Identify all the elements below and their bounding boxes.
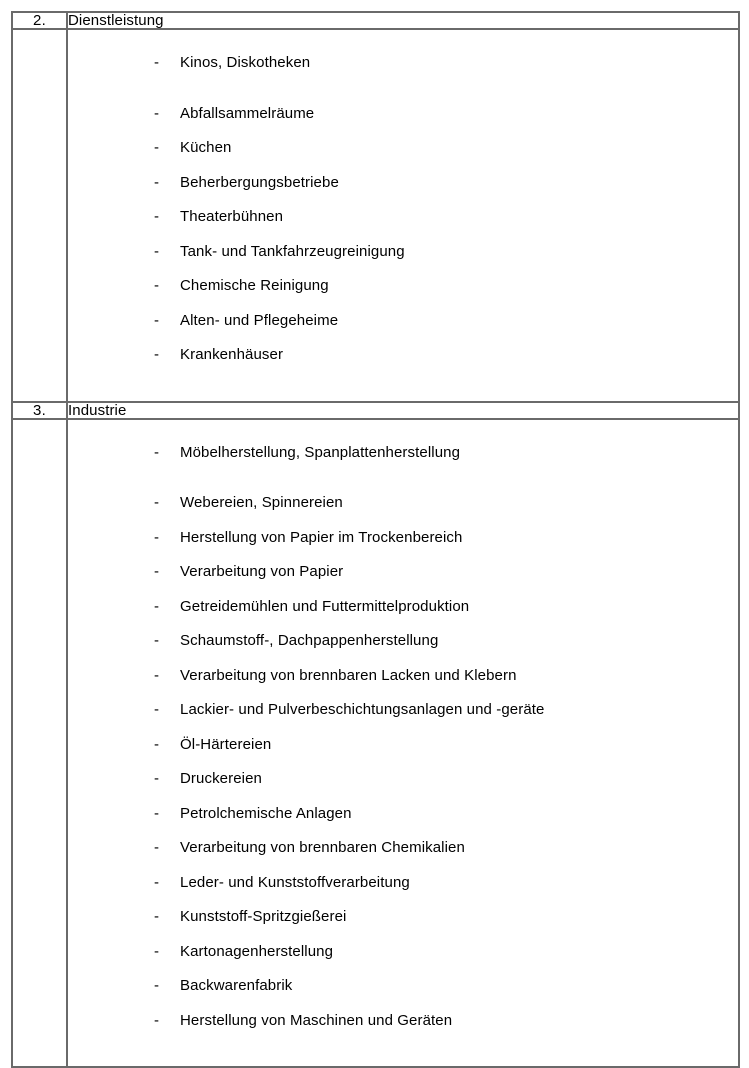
section-items	[67, 419, 739, 1068]
bullet-dash-marker: -	[154, 632, 160, 649]
bullet-dash-marker: -	[154, 528, 160, 546]
list-item	[68, 131, 738, 166]
list-item-label: Backwarenfabrik	[180, 977, 293, 994]
list-item	[68, 304, 738, 339]
section-number: 3.	[12, 402, 67, 419]
list-item-label: Verarbeitung von Papier	[180, 563, 344, 580]
list-item-label: Alten- und Pflegeheime	[180, 311, 339, 329]
list-item	[68, 935, 738, 970]
section-number-spacer	[12, 419, 67, 1068]
bullet-dash-marker: -	[154, 873, 160, 891]
list-item-label: Kunststoff-Spritzgießerei	[180, 908, 347, 925]
list-item	[68, 200, 738, 235]
bullet-dash-marker: -	[154, 908, 160, 925]
list-item-label: Theaterbühnen	[180, 208, 284, 225]
list-item	[68, 486, 738, 521]
bullet-dash-marker: -	[154, 104, 160, 122]
list-item	[68, 728, 738, 763]
list-item-label: Küchen	[180, 139, 232, 156]
list-item-label: Herstellung von Maschinen und Geräten	[180, 1011, 453, 1029]
list-item	[68, 969, 738, 1004]
table-row	[12, 419, 739, 1068]
list-item-label: Petrolchemische Anlagen	[180, 804, 352, 822]
list-item	[68, 900, 738, 935]
bullet-dash-marker: -	[154, 277, 160, 294]
bullet-dash-marker: -	[154, 563, 160, 580]
bullet-dash-marker: -	[154, 173, 160, 191]
list-item-label: Druckereien	[180, 770, 262, 787]
section-number-spacer	[12, 29, 67, 402]
list-item-label: Krankenhäuser	[180, 346, 284, 363]
list-item	[68, 338, 738, 401]
list-item	[68, 97, 738, 132]
bullet-dash-marker: -	[154, 54, 160, 71]
table-body	[12, 12, 739, 1067]
bullet-dash-marker: -	[154, 443, 160, 461]
list-item	[68, 659, 738, 694]
categories-table	[11, 11, 740, 1068]
bullet-dash-marker: -	[154, 804, 160, 822]
bullet-dash-marker: -	[154, 597, 160, 615]
list-item	[68, 30, 738, 97]
list-item-label: Tank- und Tankfahrzeugreinigung	[180, 242, 405, 260]
bullet-dash-marker: -	[154, 242, 160, 260]
list-item-label: Kinos, Diskotheken	[180, 54, 311, 71]
section-number: 2.	[12, 12, 67, 29]
list-item-label: Getreidemühlen und Futtermittelproduktion	[180, 597, 470, 615]
list-item	[68, 521, 738, 556]
list-item-label: Webereien, Spinnereien	[180, 494, 343, 511]
bullet-dash-marker: -	[154, 735, 160, 753]
item-list	[68, 30, 738, 401]
list-item-label: Verarbeitung von brennbaren Lacken und Klebern	[180, 666, 517, 684]
list-item-label: Herstellung von Papier im Trockenbereich	[180, 528, 463, 546]
table-row	[12, 29, 739, 402]
bullet-dash-marker: -	[154, 311, 160, 329]
bullet-dash-marker: -	[154, 208, 160, 225]
list-item	[68, 420, 738, 487]
list-item-label: Beherbergungsbetriebe	[180, 173, 339, 191]
bullet-dash-marker: -	[154, 346, 160, 363]
list-item	[68, 624, 738, 659]
list-item-label: Verarbeitung von brennbaren Chemikalien	[180, 839, 465, 856]
bullet-dash-marker: -	[154, 701, 160, 718]
list-item-label: Schaumstoff-, Dachpappenherstellung	[180, 632, 439, 649]
bullet-dash-marker: -	[154, 666, 160, 684]
list-item	[68, 866, 738, 901]
item-list	[68, 420, 738, 1067]
list-item	[68, 269, 738, 304]
list-item	[68, 590, 738, 625]
list-item-label: Lackier- und Pulverbeschichtungsanlagen und -geräte	[180, 701, 545, 718]
bullet-dash-marker: -	[154, 139, 160, 156]
list-item-label: Möbelherstellung, Spanplattenherstellung	[180, 443, 461, 461]
table-row	[12, 12, 739, 29]
list-item-label: Öl-Härtereien	[180, 735, 272, 753]
list-item	[68, 235, 738, 270]
list-item	[68, 166, 738, 201]
bullet-dash-marker: -	[154, 839, 160, 856]
list-item	[68, 762, 738, 797]
list-item	[68, 693, 738, 728]
list-item-label: Abfallsammelräume	[180, 104, 315, 122]
list-item	[68, 1004, 738, 1067]
bullet-dash-marker: -	[154, 1011, 160, 1029]
list-item	[68, 555, 738, 590]
bullet-dash-marker: -	[154, 494, 160, 511]
section-title: Dienstleistung	[67, 12, 739, 29]
list-item	[68, 831, 738, 866]
list-item-label: Leder- und Kunststoffverarbeitung	[180, 873, 410, 891]
bullet-dash-marker: -	[154, 942, 160, 960]
bullet-dash-marker: -	[154, 977, 160, 994]
list-item-label: Chemische Reinigung	[180, 277, 329, 294]
bullet-dash-marker: -	[154, 770, 160, 787]
table-row	[12, 402, 739, 419]
list-item-label: Kartonagenherstellung	[180, 942, 334, 960]
section-items	[67, 29, 739, 402]
section-title: Industrie	[67, 402, 739, 419]
list-item	[68, 797, 738, 832]
